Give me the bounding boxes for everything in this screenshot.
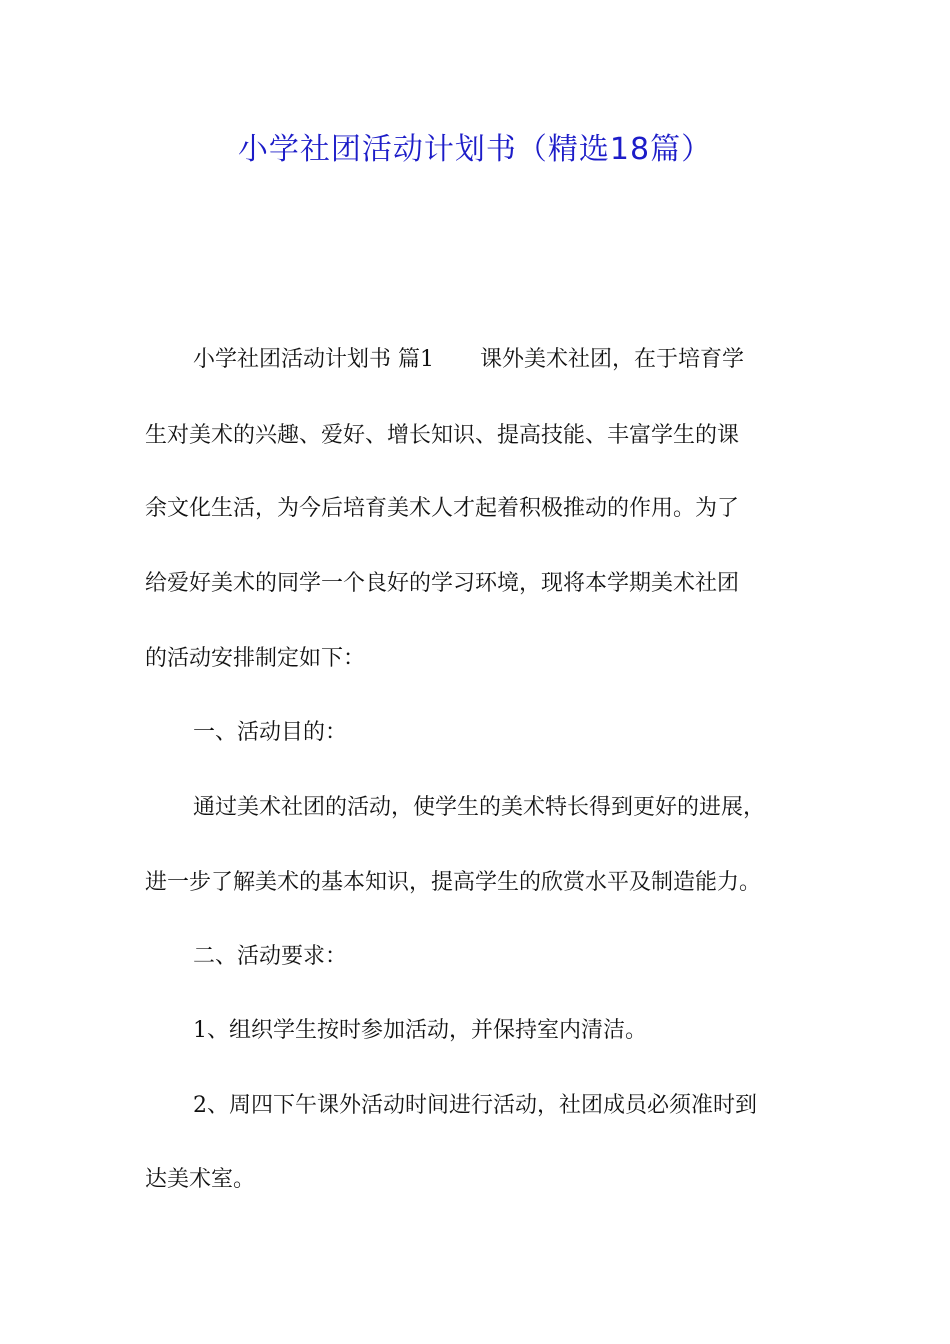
paragraph-line: 进一步了解美术的基本知识，提高学生的欣赏水平及制造能力。 (145, 870, 762, 895)
paragraph-line: 的活动安排制定如下： (145, 646, 366, 671)
document-title: 小学社团活动计划书（精选18篇） (237, 132, 713, 167)
section-heading: 小学社团活动计划书 篇1 (193, 347, 434, 372)
paragraph-line: 生对美术的兴趣、爱好、增长知识、提高技能、丰富学生的课 (145, 423, 740, 448)
paragraph-line (193, 345, 815, 375)
paragraph-text: 课外美术社团，在于培育学 (480, 347, 745, 372)
paragraph-line: 通过美术社团的活动，使学生的美术特长得到更好的进展， (193, 795, 766, 820)
list-item: 1、组织学生按时参加活动，并保持室内清洁。 (193, 1018, 647, 1043)
paragraph-line: 余文化生活，为今后培育美术人才起着积极推动的作用。为了 (145, 496, 740, 521)
paragraph-line: 达美术室。 (145, 1167, 256, 1192)
section-heading-activity-purpose: 一、活动目的： (193, 720, 348, 745)
paragraph-line: 给爱好美术的同学一个良好的学习环境，现将本学期美术社团 (145, 571, 740, 596)
section-heading-activity-requirements: 二、活动要求： (193, 944, 348, 969)
list-item: 2、周四下午课外活动时间进行活动，社团成员必须准时到 (193, 1093, 757, 1118)
